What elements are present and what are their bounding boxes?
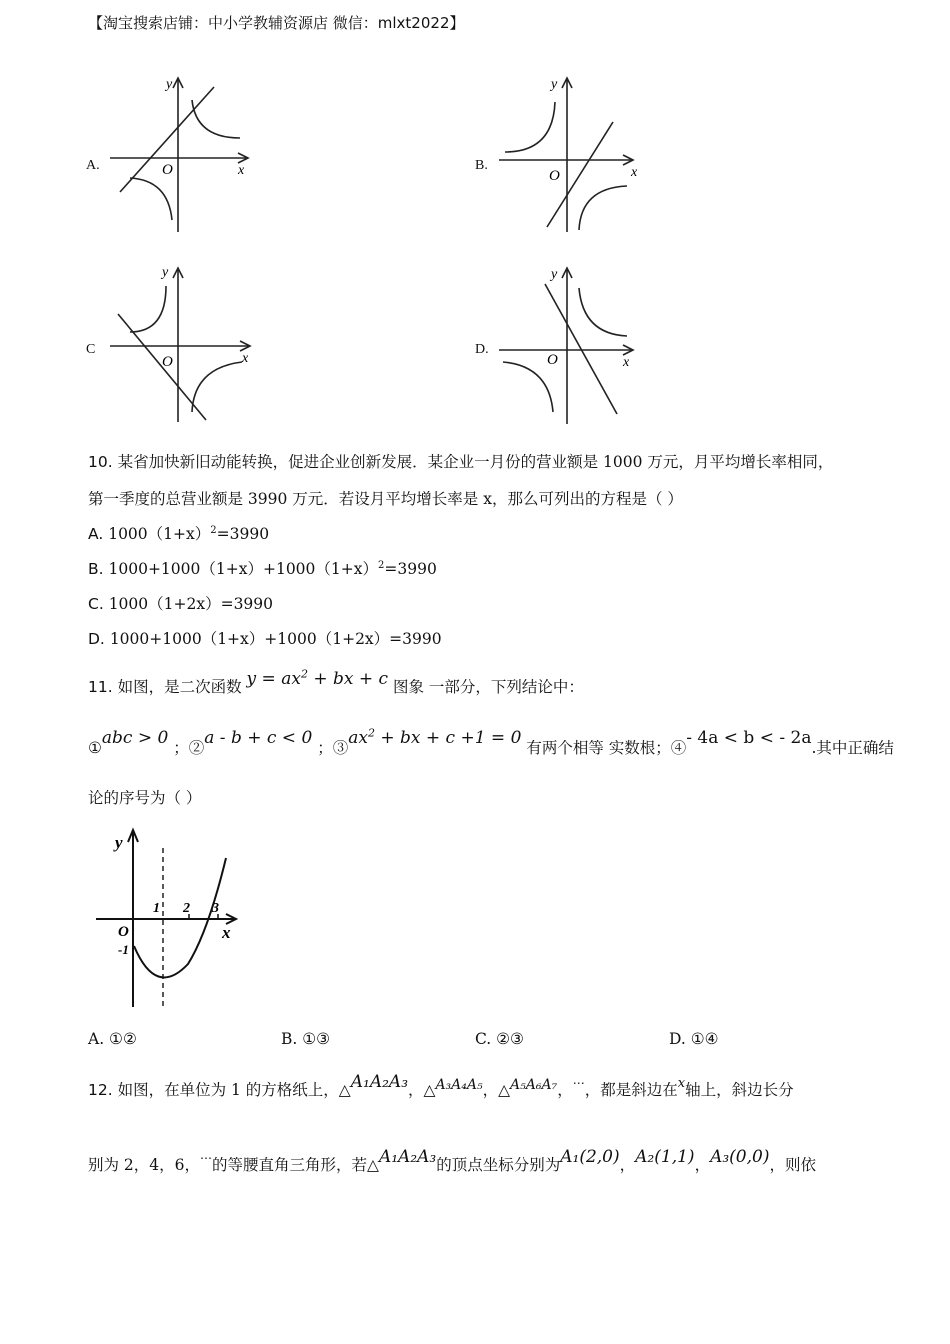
q12-line2 bbox=[88, 1147, 816, 1175]
q9-graph-b bbox=[497, 72, 642, 237]
q11-graph-origin: O bbox=[118, 924, 129, 940]
q11-sep1: ；② bbox=[173, 739, 205, 757]
q10-option-a-label: A. bbox=[88, 525, 104, 543]
q9-option-d-label: D. bbox=[475, 342, 489, 357]
q10-option-c-text: 1000（1+2x）=3990 bbox=[108, 595, 274, 613]
q11-intro-b: 图象 一部分，下列结论中： bbox=[392, 678, 584, 696]
q11-intro-a: 如图，是二次函数 bbox=[117, 678, 242, 696]
q11-parabola-graph bbox=[88, 822, 248, 1012]
q12-text-b: ，△ bbox=[408, 1081, 436, 1099]
q9-graph-a bbox=[108, 72, 253, 237]
q9c-y-label: y bbox=[162, 265, 169, 280]
q11-conclusion-3 bbox=[348, 728, 521, 748]
q9b-y-label: y bbox=[551, 77, 558, 92]
q11-conclusion-4: - 4a < b < - 2a bbox=[686, 728, 812, 748]
q11-conclusion-2: a - b + c < 0 bbox=[204, 728, 313, 748]
q12-point-a1: A₁(2,0) bbox=[560, 1147, 620, 1167]
q10-number: 10. bbox=[88, 453, 113, 471]
q9c-origin-label: O bbox=[162, 354, 173, 370]
q11-c4-text: .其中正确结 bbox=[811, 739, 894, 757]
q10-option-b-text: 1000+1000（1+x）+1000（1+x） bbox=[108, 560, 378, 578]
q12-point-a3: A₃(0,0) bbox=[710, 1147, 770, 1167]
q12-dots-2: ⋯ bbox=[200, 1151, 213, 1165]
q11-c1-mark: ① bbox=[88, 739, 102, 757]
q11-conclusion-1: abc > 0 bbox=[101, 728, 169, 748]
q11-line1 bbox=[88, 667, 584, 697]
q11-line2 bbox=[88, 726, 894, 758]
q11-option-a: A. ①② bbox=[88, 1030, 137, 1048]
q9-option-c-label: C bbox=[86, 342, 96, 357]
q11-func-sup: 2 bbox=[300, 667, 308, 681]
q11-option-c: C. ②③ bbox=[475, 1030, 524, 1048]
q11-option-b: B. ①③ bbox=[281, 1030, 331, 1048]
q9-graph-c bbox=[108, 262, 253, 427]
q10-option-b-label: B. bbox=[88, 560, 104, 578]
q11-c3-text: 有两个相等 实数根；④ bbox=[526, 739, 687, 757]
q12-triangle-1: A₁A₂A₃ bbox=[350, 1072, 409, 1092]
q9d-origin-label: O bbox=[547, 352, 558, 368]
q11-c3-sup: 2 bbox=[367, 726, 375, 740]
q10-option-b bbox=[88, 557, 437, 579]
q12-text-j: ，则依 bbox=[769, 1156, 816, 1174]
q9-option-a-label: A. bbox=[86, 158, 100, 173]
q11-function bbox=[247, 669, 389, 689]
q9a-x-label: x bbox=[238, 163, 245, 178]
q10-option-a-sup: 2 bbox=[210, 524, 217, 536]
q12-text-d: ， bbox=[557, 1081, 573, 1099]
q11-graph-x-label: x bbox=[222, 923, 231, 942]
q11-sep2: ；③ bbox=[317, 739, 349, 757]
q12-triangle-2: A₃A₄A₅ bbox=[435, 1077, 483, 1093]
q11-graph-tick-2: 2 bbox=[183, 901, 190, 916]
q11-line3: 论的序号为（ ） bbox=[88, 789, 202, 807]
q12-text-c: ，△ bbox=[482, 1081, 511, 1099]
q10-option-d-label: D. bbox=[88, 630, 105, 648]
q9d-x-label: x bbox=[623, 355, 630, 370]
q10-option-b-sup: 2 bbox=[378, 559, 385, 571]
q12-dots: ⋯ bbox=[572, 1076, 585, 1090]
q12-point-a2: A₂(1,1) bbox=[635, 1147, 695, 1167]
q11-func-b: + bx + c bbox=[307, 669, 389, 689]
q11-c3a: ax bbox=[348, 728, 368, 748]
q11-graph-y-label: y bbox=[115, 833, 123, 852]
q12-text-e: ，都是斜边在 bbox=[584, 1081, 678, 1099]
q12-triangle-3: A₅A₆A₇ bbox=[510, 1077, 558, 1093]
q12-text-f: 轴上，斜边长分 bbox=[685, 1081, 794, 1099]
q12-text-a: 如图，在单位为 1 的方格纸上，△ bbox=[117, 1081, 351, 1099]
q12-comma-1: ， bbox=[619, 1156, 636, 1174]
q9-graph-d bbox=[497, 262, 642, 427]
q10-option-a-tail: =3990 bbox=[216, 525, 270, 543]
q9a-origin-label: O bbox=[162, 162, 173, 178]
q10-option-a bbox=[88, 522, 269, 544]
q10-option-c-label: C. bbox=[88, 595, 104, 613]
q12-number: 12. bbox=[88, 1081, 113, 1099]
q12-comma-2: ， bbox=[694, 1156, 711, 1174]
q12-x-var: x bbox=[677, 1076, 686, 1091]
page-header: 【淘宝搜索店铺：中小学教辅资源店 微信：mlxt2022】 bbox=[88, 14, 465, 32]
q9-option-b-label: B. bbox=[475, 158, 488, 173]
q10-option-d bbox=[88, 627, 442, 649]
q10-stem-2: 第一季度的总营业额是 3990 万元．若设月平均增长率是 x，那么可列出的方程是（ ） bbox=[88, 490, 683, 508]
q11-graph-tick-3: 3 bbox=[212, 901, 219, 916]
q9b-origin-label: O bbox=[549, 168, 560, 184]
q11-graph-tick-minus1: -1 bbox=[118, 942, 129, 957]
q9d-y-label: y bbox=[551, 267, 558, 282]
q12-text-h: 的等腰直角三角形，若△ bbox=[212, 1156, 379, 1174]
q9a-y-label: y bbox=[166, 77, 173, 92]
q11-graph-tick-1: 1 bbox=[153, 901, 160, 916]
q10-line1 bbox=[88, 450, 833, 472]
q10-option-b-tail: =3990 bbox=[384, 560, 437, 578]
q11-option-d: D. ①④ bbox=[669, 1030, 719, 1048]
q10-option-a-text: 1000（1+x） bbox=[108, 525, 211, 543]
q10-stem-1: 某省加快新旧动能转换，促进企业创新发展．某企业一月份的营业额是 1000 万元，月平均增长率相同， bbox=[117, 453, 834, 471]
q12-triangle-4: A₁A₂A₃ bbox=[378, 1147, 437, 1167]
q12-text-i: 的顶点坐标分别为 bbox=[436, 1156, 561, 1174]
q11-number: 11. bbox=[88, 678, 113, 696]
q11-func-a: y = ax bbox=[246, 669, 301, 689]
q9c-x-label: x bbox=[242, 351, 249, 366]
q10-option-c bbox=[88, 592, 273, 614]
q11-c3b: + bx + c +1 = 0 bbox=[374, 728, 522, 748]
q12-line1 bbox=[88, 1072, 794, 1100]
q10-option-d-text: 1000+1000（1+x）+1000（1+2x）=3990 bbox=[109, 630, 442, 648]
q9b-x-label: x bbox=[631, 165, 638, 180]
q12-text-g: 别为 2，4，6， bbox=[88, 1156, 201, 1174]
